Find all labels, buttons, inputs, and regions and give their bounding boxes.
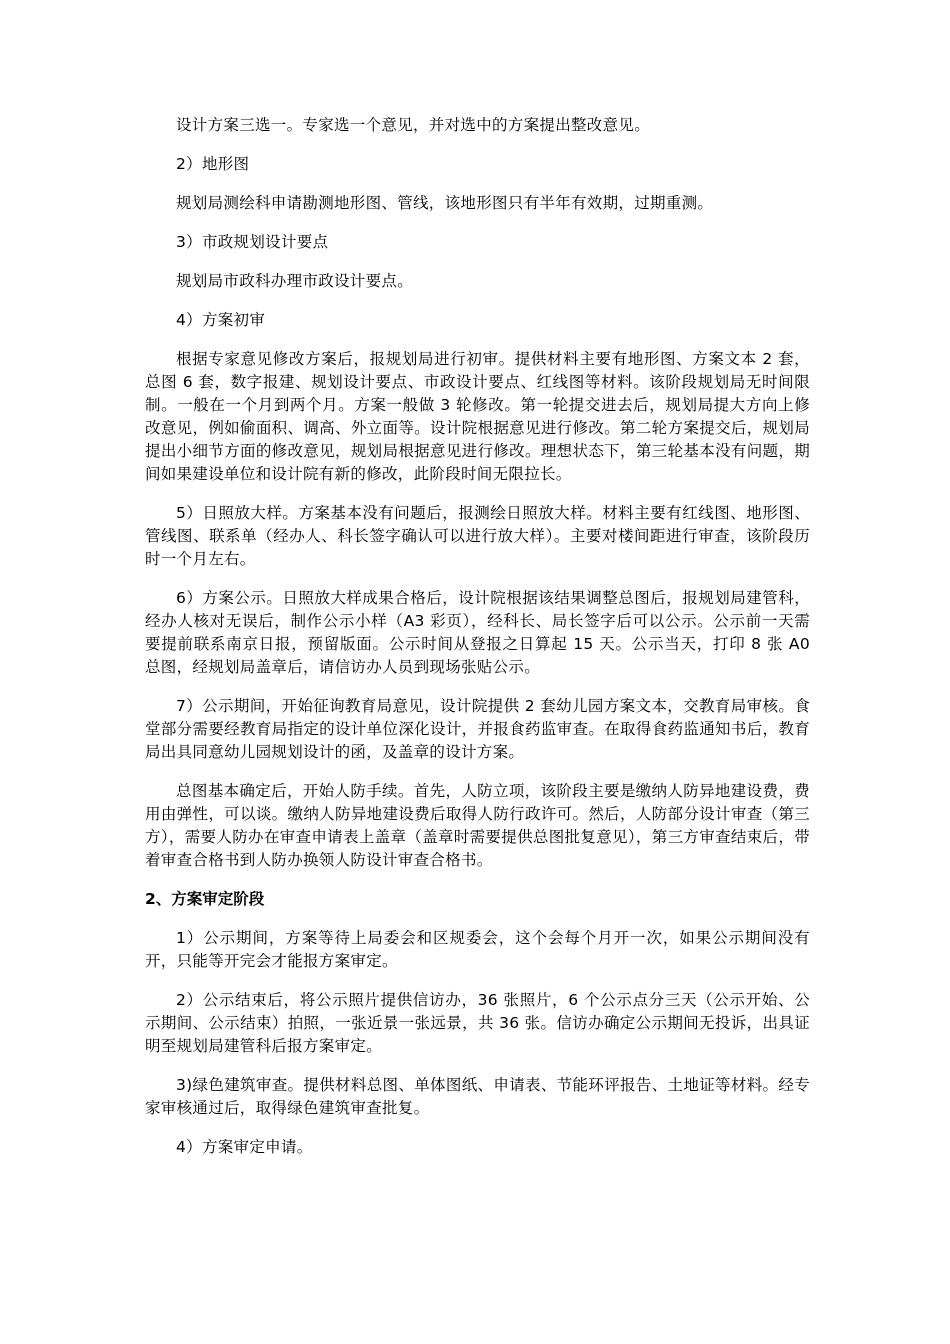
paragraph: 总图基本确定后，开始人防手续。首先，人防立项，该阶段主要是缴纳人防异地建设费，费用由弹性，可以谈。缴纳人防异地建设费后取得人防行政许可。然后，人防部分设计审查（第三方），需要人防办在审查申请表上盖章（盖章时需要提供总图批复意见），第三方审查结束后，带着审查合格书到人防办换领人防设计审查合格书。 xyxy=(145,782,810,869)
paragraph: 3)绿色建筑审查。提供材料总图、单体图纸、申请表、节能环评报告、土地证等材料。经专家审核通过后，取得绿色建筑审查批复。 xyxy=(145,1076,810,1117)
document-body xyxy=(145,114,810,1175)
paragraph: 设计方案三选一。专家选一个意见，并对选中的方案提出整改意见。 xyxy=(176,116,651,134)
paragraph: 规划局测绘科申请勘测地形图、管线，该地形图只有半年有效期，过期重测。 xyxy=(176,194,714,212)
paragraph: 2）公示结束后，将公示照片提供信访办，36 张照片，6 个公示点分三天（公示开始、公示期间、公示结束）拍照，一张近景一张远景，共 36 张。信访办确定公示期间无投诉，出具证明至规划局建管科后报方案审定。 xyxy=(145,991,810,1055)
paragraph: 根据专家意见修改方案后，报规划局进行初审。提供材料主要有地形图、方案文本 2 套，总图 6 套，数字报建、规划设计要点、市政设计要点、红线图等材料。该阶段规划局无时间限制。一般在一个月到两个月。方案一般做 3 轮修改。第一轮提交进去后，规划局提大方向上修改意见，例如偷面积、调高、外立面等。设计院根据意见进行修改。第二轮方案提交后，规划局提出小细节方面的修改意见，规划局根据意见进行修改。理想状态下，第三轮基本没有问题，期间如果建设单位和设计院有新的修改，此阶段时间无限拉长。 xyxy=(145,350,810,483)
paragraph: 7）公示期间，开始征询教育局意见，设计院提供 2 套幼儿园方案文本，交教育局审核。食堂部分需要经教育局指定的设计单位深化设计，并报食药监审查。在取得食药监通知书后，教育局出具同意幼儿园规划设计的函，及盖章的设计方案。 xyxy=(145,697,810,761)
list-item-heading: 2）地形图 xyxy=(176,155,250,173)
paragraph: 规划局市政科办理市政设计要点。 xyxy=(176,272,414,290)
paragraph: 1）公示期间，方案等待上局委会和区规委会，这个会每个月开一次，如果公示期间没有开，只能等开完会才能报方案审定。 xyxy=(145,929,810,970)
list-item-heading: 4）方案初审 xyxy=(176,311,266,329)
list-item-heading: 3）市政规划设计要点 xyxy=(176,233,329,251)
paragraph: 6）方案公示。日照放大样成果合格后，设计院根据该结果调整总图后，报规划局建管科，经办人核对无误后，制作公示小样（A3 彩页），经科长、局长签字后可以公示。公示前一天需要提前联系南京日报，预留版面。公示时间从登报之日算起 15 天。公示当天，打印 8 张 A0 总图，经规划局盖章后，请信访办人员到现场张贴公示。 xyxy=(145,589,810,676)
paragraph: 5）日照放大样。方案基本没有问题后，报测绘日照放大样。材料主要有红线图、地形图、管线图、联系单（经办人、科长签字确认可以进行放大样）。主要对楼间距进行审查，该阶段历时一个月左右。 xyxy=(145,504,810,568)
paragraph: 4）方案审定申请。 xyxy=(176,1138,313,1156)
section-heading: 2、方案审定阶段 xyxy=(145,890,265,908)
